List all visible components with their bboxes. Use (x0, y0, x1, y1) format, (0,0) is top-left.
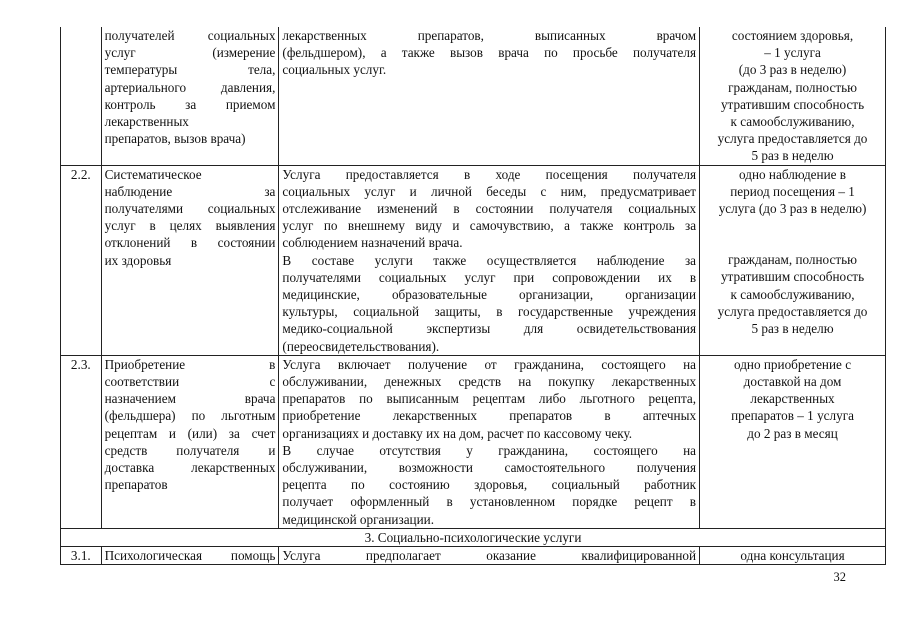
service-volume (700, 355, 886, 528)
table-row (61, 165, 886, 355)
text-line: получателями социальных (104, 201, 276, 217)
text-line: одно приобретение с (733, 356, 852, 372)
text-line: услуга (до 3 раз в неделю) (718, 201, 867, 217)
text-line: препаратов (104, 477, 168, 493)
text-line: к самообслуживанию, (730, 286, 855, 302)
service-name (101, 547, 279, 565)
text-line: 5 раз в неделю (751, 321, 834, 337)
text-line: В составе услуги также осуществляется наблюдение за (282, 252, 697, 268)
text-line: назначением врача (104, 391, 276, 407)
text-line: утратившим способность (720, 269, 865, 285)
text-line: услуга предоставляется до (717, 303, 868, 319)
page-number: 32 (833, 570, 846, 584)
text-line: услуг (измерение (104, 45, 276, 61)
text-line: состоянием здоровья, (731, 28, 854, 43)
text-line: Услуга включает получение от гражданина, состоящего на (282, 356, 697, 372)
text-line: соблюдением назначений врача. (282, 235, 463, 251)
text-line: гражданам, полностью (728, 252, 857, 268)
text-line: одна консультация (740, 548, 845, 564)
text-line: Психологическая помощь (104, 548, 276, 564)
table-row (61, 27, 886, 165)
text-line: рецептам и (или) за счет (104, 425, 276, 441)
section-title: 3. Социально-психологические услуги (61, 528, 886, 546)
text-line: Систематическое (104, 166, 202, 182)
text-line: Приобретение в (104, 356, 276, 372)
text-line: препаратов – 1 услуга (731, 408, 854, 424)
table-row (61, 355, 886, 528)
text-line: контроль за приемом (104, 96, 276, 112)
text-line: Услуга предоставляется в ходе посещения получателя (282, 166, 697, 182)
row-number: 2.3. (61, 355, 102, 528)
service-description (279, 355, 700, 528)
text-line: – 1 услуга (764, 45, 821, 61)
text-line: наблюдение за (104, 183, 276, 199)
service-name (101, 27, 279, 165)
text-line: социальных услуг. (282, 62, 387, 78)
text-line: до 2 раз в месяц (747, 425, 838, 441)
text-line: приобретение лекарственных препаратов в аптечных (282, 408, 697, 424)
service-description (279, 547, 700, 565)
text-line: услуга предоставляется до (717, 131, 868, 147)
text-line: В случае отсутствия у гражданина, состоящего на (282, 442, 697, 458)
service-volume (700, 27, 886, 165)
service-name (101, 165, 279, 355)
text-line: получателей социальных (104, 28, 276, 43)
text-line: доставкой на дом (743, 374, 842, 390)
service-description (279, 27, 700, 165)
text-line: получает оформленный в установленном порядке рецепт в (282, 494, 697, 510)
text-line: лекарственных (750, 391, 835, 407)
text-line: рецепта по состоянию здоровья, социальный работник (282, 477, 697, 493)
service-volume (700, 547, 886, 565)
text-line: лекарственных препаратов, выписанных врачом (282, 28, 697, 43)
text-line: медико-социальной экспертизы для освидетельствования (282, 321, 697, 337)
text-line: медицинской организации. (282, 511, 435, 527)
text-line: соответствии с (104, 374, 276, 390)
text-line: услуг в целях выявления (104, 218, 276, 234)
text-line: препаратов по выписанным рецептам либо льготного рецепта, (282, 391, 697, 407)
section-row (61, 528, 886, 546)
text-line: период посещения – 1 (730, 183, 855, 199)
text-line: гражданам, полностью (728, 79, 857, 95)
row-number (61, 27, 102, 165)
text-line: (переосвидетельствования). (282, 338, 440, 354)
text-line: одно наблюдение в (739, 166, 847, 182)
text-line: препаратов, вызов врача) (104, 131, 246, 147)
row-number: 2.2. (61, 165, 102, 355)
text-line: отклонений в состоянии (104, 235, 276, 251)
text-line: медицинские, образовательные организации, организации (282, 287, 697, 303)
text-line: культуры, социальной защиты, в государственные учреждения (282, 304, 697, 320)
text-line: лекарственных (104, 114, 189, 130)
text-line: обслуживании, денежных средств на покупку лекарственных (282, 374, 697, 390)
text-line: обслуживании, возможности самостоятельного получения (282, 460, 697, 476)
text-line: температуры тела, (104, 62, 276, 78)
text-line: доставка лекарственных (104, 460, 276, 476)
text-line: услуг по внешнему виду и самочувствию, а также контроль за (282, 218, 697, 234)
services-table (60, 27, 886, 565)
text-line: средств получателя и (104, 442, 276, 458)
text-line: социальных услуг и личной беседы с ним, предусматривает (282, 183, 697, 199)
text-line: отслеживание изменений в состоянии получателя социальных (282, 201, 697, 217)
text-line: (фельдшера) по льготным (104, 408, 276, 424)
text-line: организациях и доставку их на дом, расчет по кассовому чеку. (282, 425, 633, 441)
text-line: к самообслуживанию, (730, 114, 855, 130)
service-description (279, 165, 700, 355)
text-line: (до 3 раз в неделю) (738, 62, 847, 78)
service-volume (700, 165, 886, 355)
text-line: 5 раз в неделю (751, 148, 834, 164)
text-line: артериального давления, (104, 79, 276, 95)
text-line: (фельдшером), а также вызов врача по просьбе получателя (282, 45, 697, 61)
row-number: 3.1. (61, 547, 102, 565)
text-line: утратившим способность (720, 96, 865, 112)
table-row (61, 547, 886, 565)
text-line: Услуга предполагает оказание квалифицированной (282, 548, 697, 564)
text-line: их здоровья (104, 252, 172, 268)
text-line: получателями социальных услуг при сопровождении их в (282, 269, 697, 285)
spacer (703, 217, 882, 251)
service-name (101, 355, 279, 528)
